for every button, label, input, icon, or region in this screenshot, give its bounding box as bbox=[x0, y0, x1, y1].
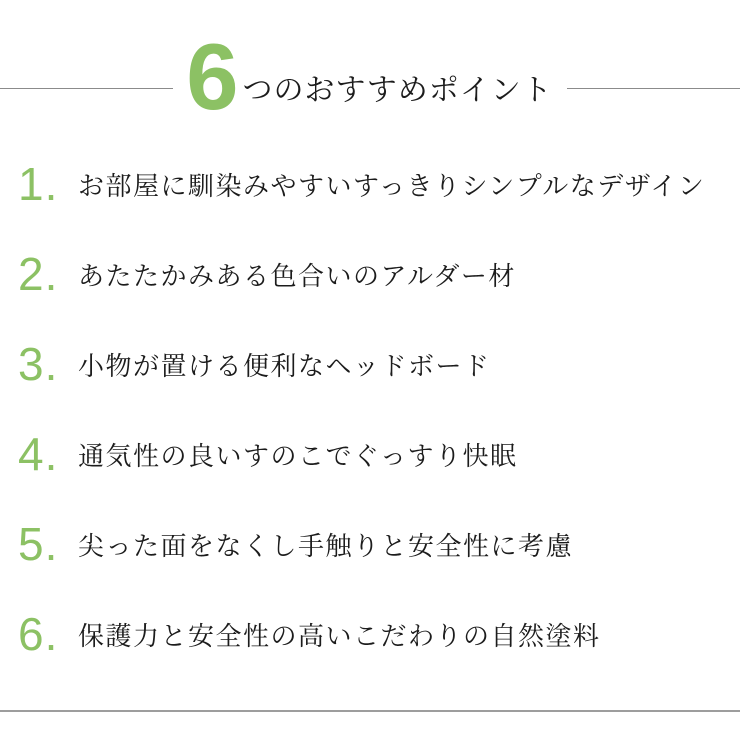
point-number: 5. bbox=[18, 518, 59, 570]
point-item bbox=[18, 231, 730, 321]
point-text: 通気性の良いすのこでぐっすり快眠 bbox=[78, 440, 518, 471]
point-item bbox=[18, 501, 730, 591]
point-text: 尖った面をなくし手触りと安全性に考慮 bbox=[78, 530, 574, 561]
point-text: あたたかみある色合いのアルダー材 bbox=[78, 260, 516, 291]
header-title: つのおすすめポイント bbox=[242, 74, 553, 107]
point-number: 1. bbox=[18, 158, 59, 210]
point-number: 4. bbox=[18, 428, 59, 480]
point-text: お部屋に馴染みやすいすっきりシンプルなデザイン bbox=[78, 170, 706, 201]
header-line-right bbox=[567, 88, 740, 89]
point-text: 保護力と安全性の高いこだわりの自然塗料 bbox=[78, 620, 601, 651]
point-text: 小物が置ける便利なヘッドボード bbox=[78, 350, 491, 381]
point-item bbox=[18, 591, 730, 681]
header-big-number: 6 bbox=[186, 24, 239, 129]
point-item bbox=[18, 141, 730, 231]
point-number: 6. bbox=[18, 608, 59, 660]
bottom-divider bbox=[0, 710, 740, 712]
point-number: 2. bbox=[18, 248, 59, 300]
point-item bbox=[18, 411, 730, 501]
point-number: 3. bbox=[18, 338, 59, 390]
header-line-left bbox=[0, 88, 173, 89]
point-item bbox=[18, 321, 730, 411]
points-list bbox=[18, 141, 730, 681]
